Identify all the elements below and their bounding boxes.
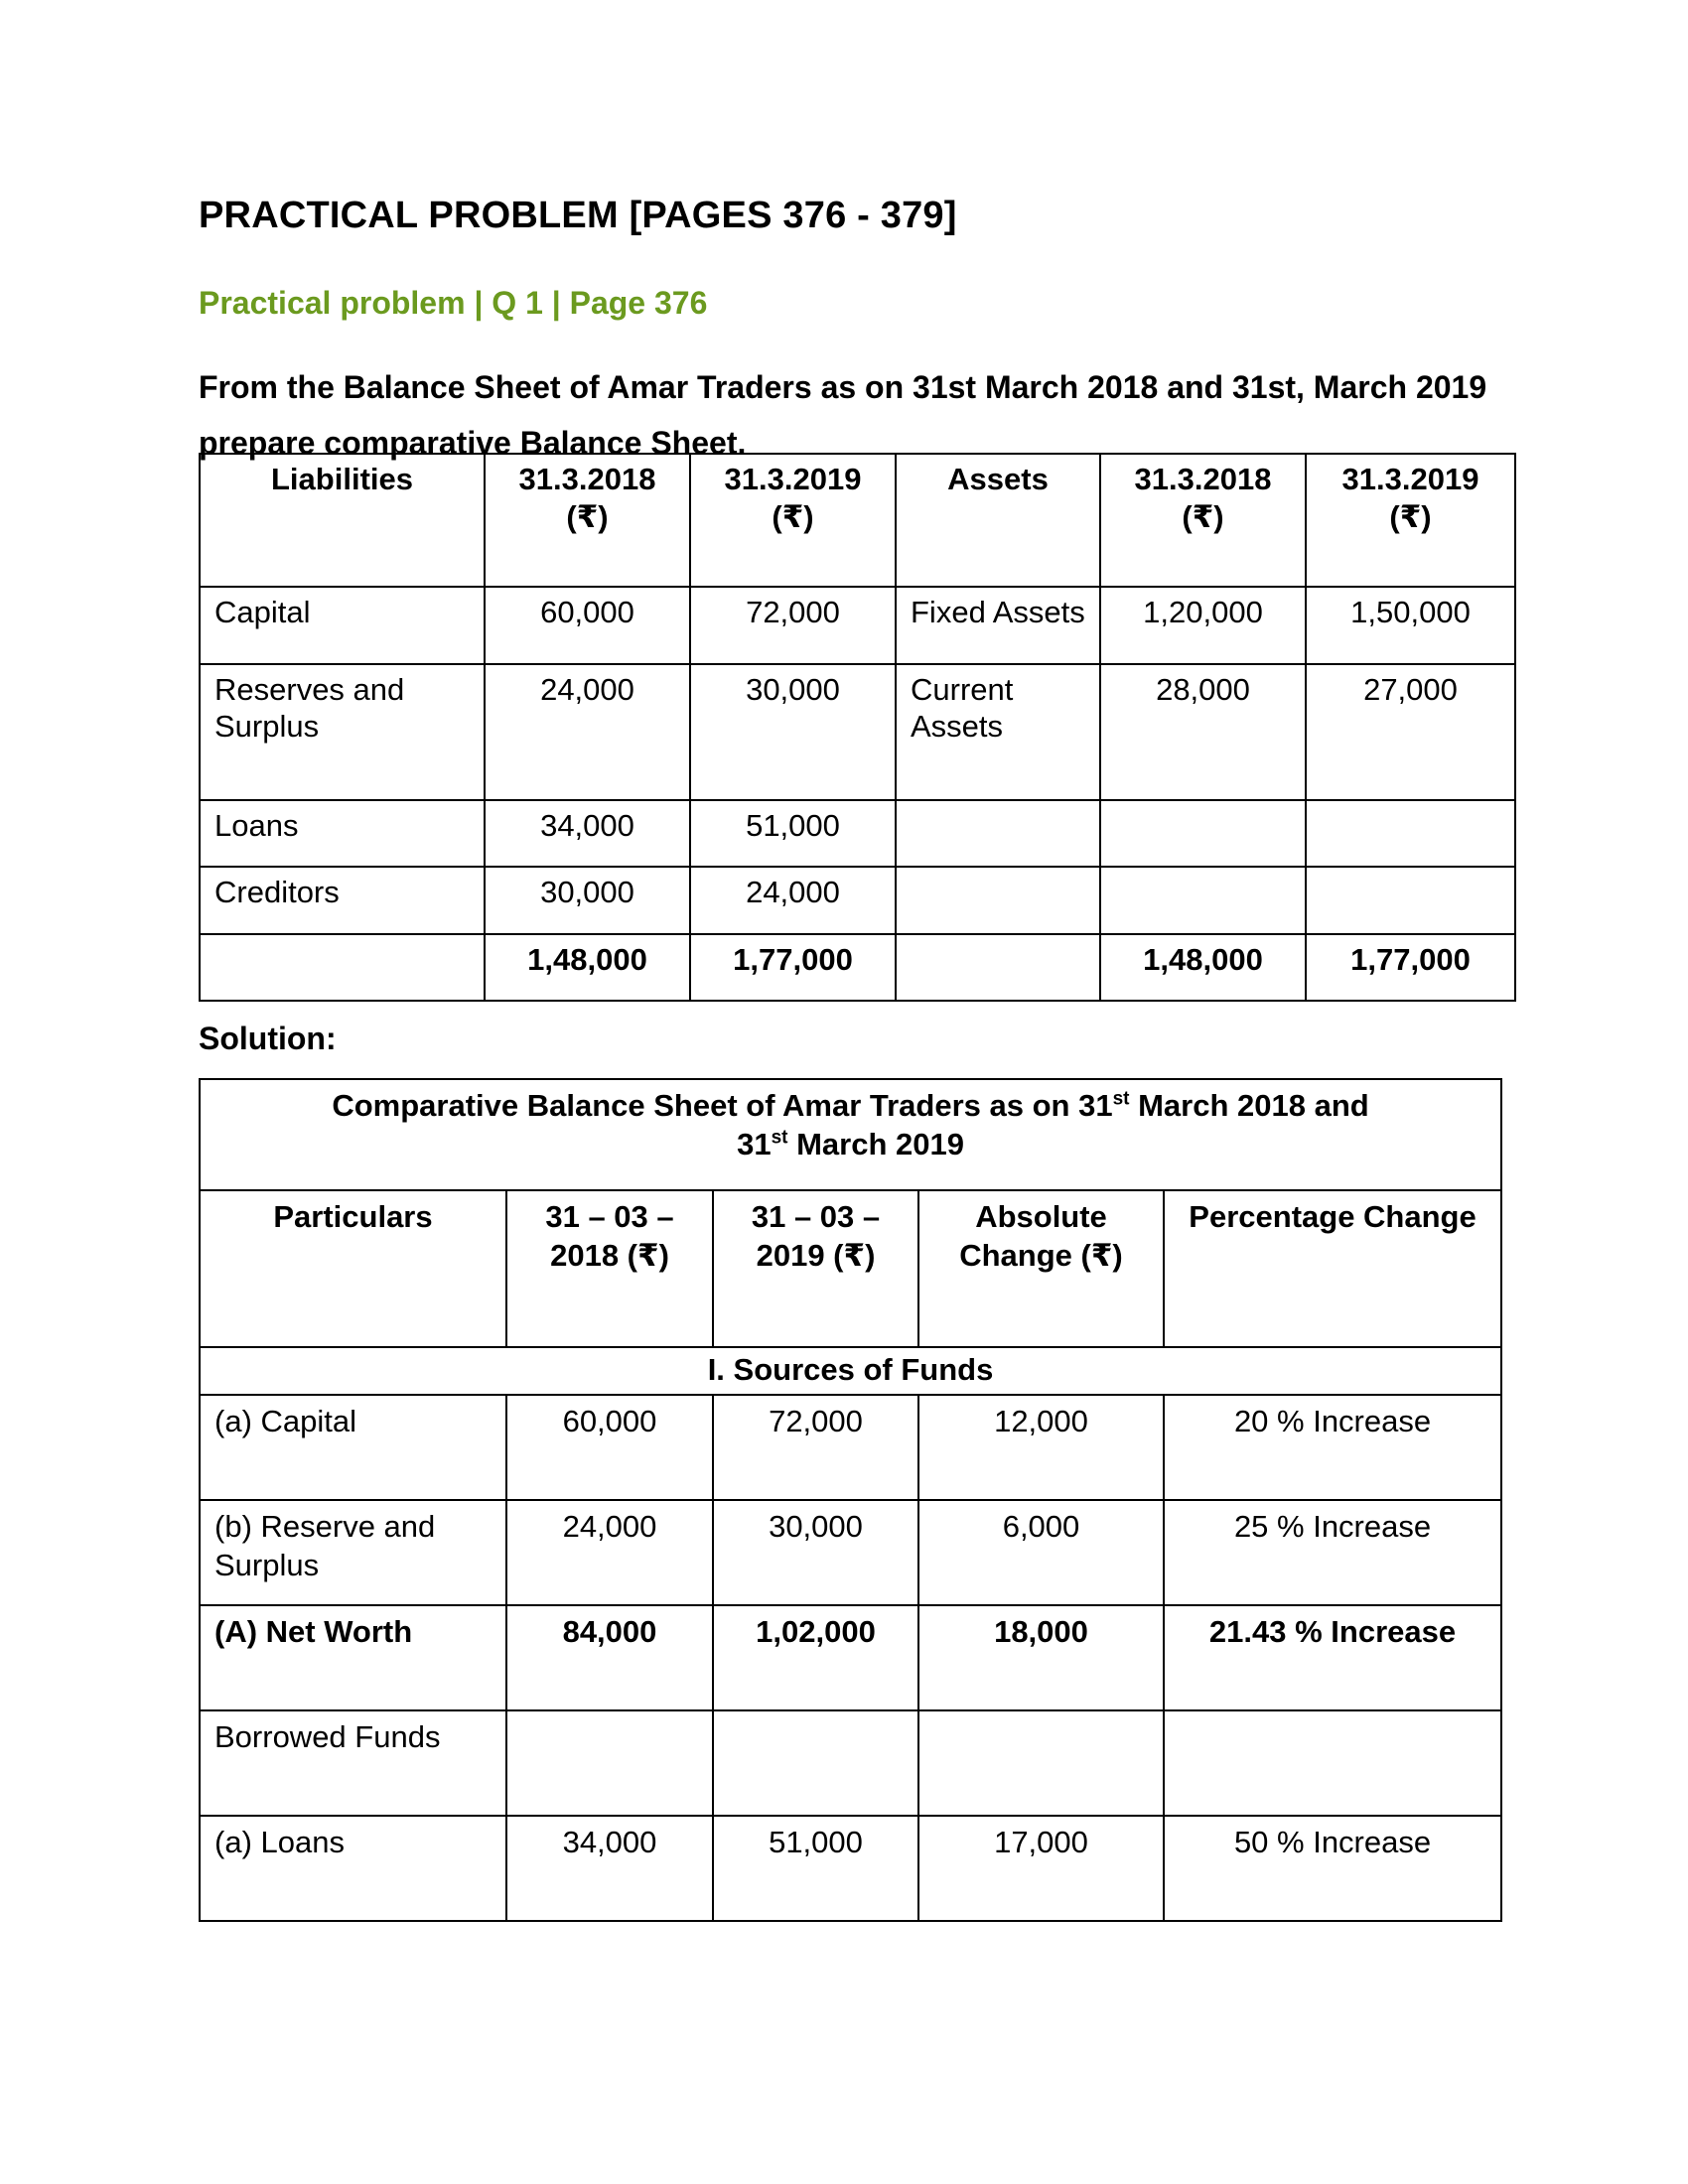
liability-2018: 24,000 [485, 664, 690, 800]
liability-2018: 30,000 [485, 867, 690, 934]
table-row [200, 587, 1515, 664]
particular-name: (A) Net Worth [200, 1605, 506, 1710]
net-worth-row [200, 1605, 1501, 1710]
absolute-change: 6,000 [918, 1500, 1164, 1605]
absolute-change: 18,000 [918, 1605, 1164, 1710]
particular-name: (a) Loans [200, 1816, 506, 1921]
asset-2019: 27,000 [1306, 664, 1515, 800]
liability-name: Capital [200, 587, 485, 664]
table-row [200, 664, 1515, 800]
absolute-change: 17,000 [918, 1816, 1164, 1921]
total-liabilities-2019: 1,77,000 [690, 934, 896, 1001]
asset-2018 [1100, 800, 1306, 867]
comparative-title-row [200, 1079, 1501, 1190]
header-2018: 31 – 03 – 2018 (₹) [506, 1190, 713, 1347]
value-2019: 1,02,000 [713, 1605, 918, 1710]
percentage-change: 20 % Increase [1164, 1395, 1501, 1500]
value-2018: 60,000 [506, 1395, 713, 1500]
table-row [200, 1710, 1501, 1816]
liability-2018: 34,000 [485, 800, 690, 867]
percentage-change: 50 % Increase [1164, 1816, 1501, 1921]
particular-name: (b) Reserve and Surplus [200, 1500, 506, 1605]
totals-row [200, 934, 1515, 1001]
header-liabilities-2018: 31.3.2018 (₹) [485, 454, 690, 587]
table-row [200, 867, 1515, 934]
table-row [200, 1395, 1501, 1500]
totals-label [200, 934, 485, 1001]
value-2019: 72,000 [713, 1395, 918, 1500]
header-assets: Assets [896, 454, 1100, 587]
header-liabilities: Liabilities [200, 454, 485, 587]
liability-2019: 51,000 [690, 800, 896, 867]
table-row [200, 1816, 1501, 1921]
balance-sheet-table [199, 453, 1516, 1002]
liability-name: Creditors [200, 867, 485, 934]
asset-2019: 1,50,000 [1306, 587, 1515, 664]
section-sources-of-funds: I. Sources of Funds [200, 1347, 1501, 1395]
balance-sheet-header-row [200, 454, 1515, 587]
asset-name: Fixed Assets [896, 587, 1100, 664]
value-2018 [506, 1710, 713, 1816]
liability-2019: 24,000 [690, 867, 896, 934]
header-assets-2019: 31.3.2019 (₹) [1306, 454, 1515, 587]
total-liabilities-2018: 1,48,000 [485, 934, 690, 1001]
header-absolute-change: Absolute Change (₹) [918, 1190, 1164, 1347]
asset-name [896, 800, 1100, 867]
page-heading: PRACTICAL PROBLEM [PAGES 376 - 379] [199, 195, 957, 236]
percentage-change: 25 % Increase [1164, 1500, 1501, 1605]
liability-name: Reserves and Surplus [200, 664, 485, 800]
table-row [200, 1500, 1501, 1605]
liability-2018: 60,000 [485, 587, 690, 664]
value-2019: 51,000 [713, 1816, 918, 1921]
liability-2019: 30,000 [690, 664, 896, 800]
header-assets-2018: 31.3.2018 (₹) [1100, 454, 1306, 587]
asset-2019 [1306, 867, 1515, 934]
total-assets-2018: 1,48,000 [1100, 934, 1306, 1001]
absolute-change: 12,000 [918, 1395, 1164, 1500]
question-reference: Practical problem | Q 1 | Page 376 [199, 285, 708, 321]
value-2018: 34,000 [506, 1816, 713, 1921]
percentage-change [1164, 1710, 1501, 1816]
header-2019: 31 – 03 – 2019 (₹) [713, 1190, 918, 1347]
liability-name: Loans [200, 800, 485, 867]
asset-name: Current Assets [896, 664, 1100, 800]
value-2019: 30,000 [713, 1500, 918, 1605]
asset-name [896, 867, 1100, 934]
totals-asset-label [896, 934, 1100, 1001]
section-row [200, 1347, 1501, 1395]
liability-2019: 72,000 [690, 587, 896, 664]
asset-2018: 28,000 [1100, 664, 1306, 800]
header-liabilities-2019: 31.3.2019 (₹) [690, 454, 896, 587]
asset-2018 [1100, 867, 1306, 934]
value-2018: 24,000 [506, 1500, 713, 1605]
comparative-header-row [200, 1190, 1501, 1347]
absolute-change [918, 1710, 1164, 1816]
comparative-title: Comparative Balance Sheet of Amar Traders as on 31st March 2018 and 31st March 2019 [200, 1079, 1501, 1190]
header-percentage-change: Percentage Change [1164, 1190, 1501, 1347]
asset-2018: 1,20,000 [1100, 587, 1306, 664]
header-particulars: Particulars [200, 1190, 506, 1347]
total-assets-2019: 1,77,000 [1306, 934, 1515, 1001]
asset-2019 [1306, 800, 1515, 867]
value-2019 [713, 1710, 918, 1816]
table-row [200, 800, 1515, 867]
solution-label: Solution: [199, 1021, 337, 1056]
question-text: From the Balance Sheet of Amar Traders as on 31st March 2018 and 31st, March 2019 prepare comparative Balance Sheet. [199, 369, 1487, 461]
comparative-balance-sheet-table [199, 1078, 1502, 1922]
particular-name: (a) Capital [200, 1395, 506, 1500]
percentage-change: 21.43 % Increase [1164, 1605, 1501, 1710]
value-2018: 84,000 [506, 1605, 713, 1710]
particular-name: Borrowed Funds [200, 1710, 506, 1816]
